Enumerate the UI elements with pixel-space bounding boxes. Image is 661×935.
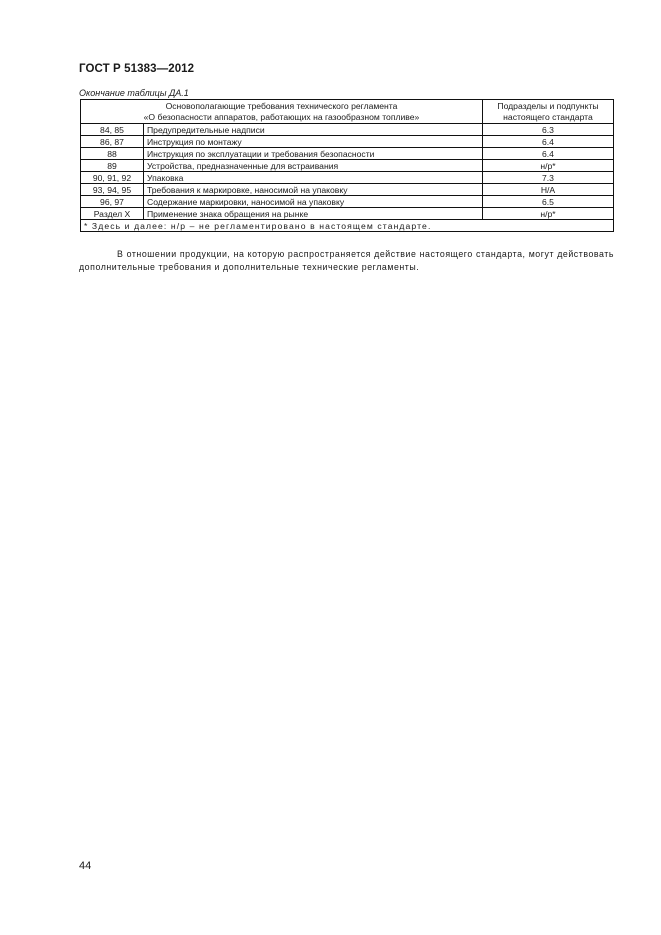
clause-cell: 89 — [81, 160, 144, 172]
document-code: ГОСТ Р 51383—2012 — [79, 63, 195, 75]
clause-cell: 90, 91, 92 — [81, 172, 144, 184]
standard-header-line1: Подразделы и подпункты — [497, 101, 599, 111]
section-cell: 6.4 — [483, 148, 614, 160]
requirement-cell: Требования к маркировке, наносимой на упаковку — [144, 184, 483, 196]
clause-cell: 88 — [81, 148, 144, 160]
requirement-cell: Применение знака обращения на рынке — [144, 208, 483, 220]
table-footnote-row — [81, 220, 614, 232]
section-cell: н/р* — [483, 160, 614, 172]
section-cell: 6.3 — [483, 124, 614, 136]
regulation-header-line2: «О безопасности аппаратов, работающих на газообразном топливе» — [143, 111, 420, 122]
table-row — [81, 172, 614, 184]
requirement-cell: Предупредительные надписи — [144, 124, 483, 136]
section-cell: 7.3 — [483, 172, 614, 184]
table-row — [81, 184, 614, 196]
table-row — [81, 136, 614, 148]
requirements-table — [80, 99, 614, 232]
section-cell: Н/А — [483, 184, 614, 196]
clause-cell: 93, 94, 95 — [81, 184, 144, 196]
clause-cell: 84, 85 — [81, 124, 144, 136]
table-caption: Окончание таблицы ДА.1 — [79, 88, 189, 98]
page-number: 44 — [79, 860, 92, 872]
clause-cell: 96, 97 — [81, 196, 144, 208]
clause-cell: Раздел X — [81, 208, 144, 220]
table-row — [81, 196, 614, 208]
standard-column-header — [483, 100, 614, 124]
table-row — [81, 148, 614, 160]
table-row — [81, 160, 614, 172]
section-cell: 6.4 — [483, 136, 614, 148]
standard-header-line2: настоящего стандарта — [503, 111, 593, 122]
requirement-cell: Инструкция по эксплуатации и требования безопасности — [144, 148, 483, 160]
table-footnote: * Здесь и далее: н/р – не регламентировано в настоящем стандарте. — [81, 220, 614, 232]
regulation-header-line1: Основополагающие требования технического регламента — [165, 101, 398, 111]
table-row — [81, 208, 614, 220]
section-cell: 6.5 — [483, 196, 614, 208]
clause-cell: 86, 87 — [81, 136, 144, 148]
body-paragraph — [79, 248, 614, 273]
requirement-cell: Инструкция по монтажу — [144, 136, 483, 148]
body-paragraph-text: В отношении продукции, на которую распространяется действие настоящего стандарта, могут действовать дополнительные требования и дополнительные технические регламенты. — [79, 249, 614, 272]
requirement-cell: Устройства, предназначенные для встраивания — [144, 160, 483, 172]
regulation-column-header — [81, 100, 483, 124]
requirement-cell: Упаковка — [144, 172, 483, 184]
requirement-cell: Содержание маркировки, наносимой на упаковку — [144, 196, 483, 208]
section-cell: н/р* — [483, 208, 614, 220]
table-row — [81, 124, 614, 136]
table-header-row — [81, 100, 614, 124]
